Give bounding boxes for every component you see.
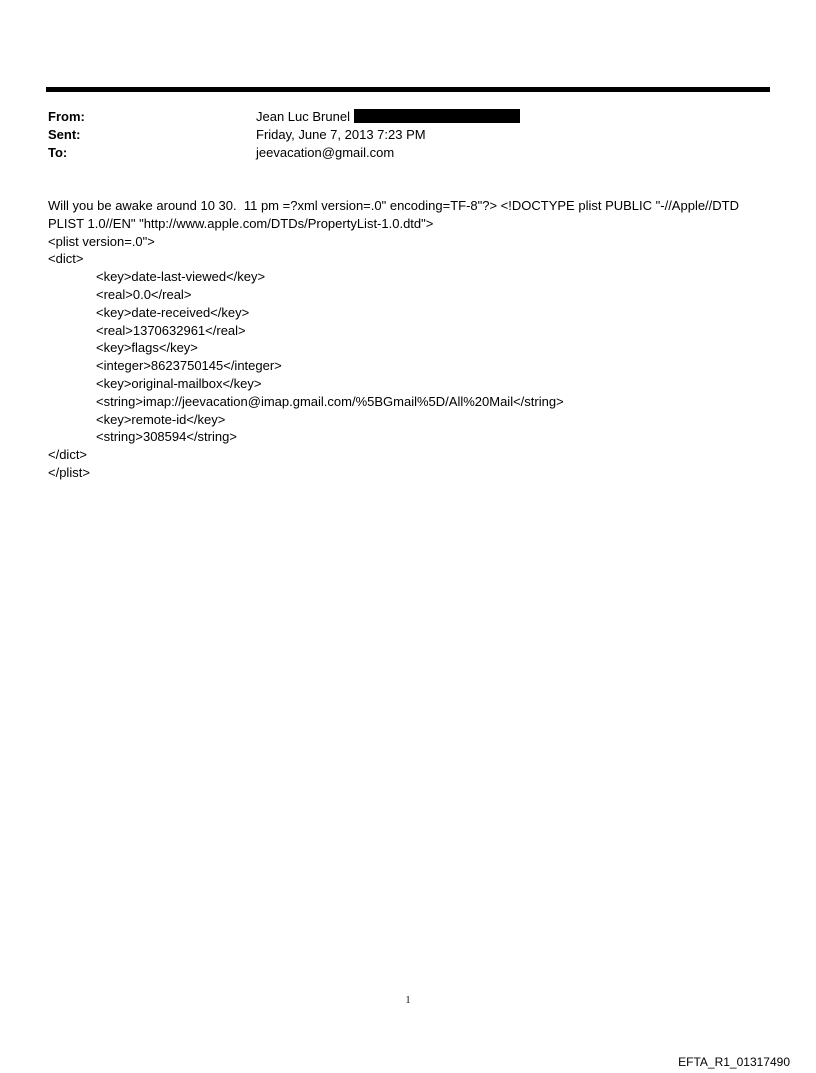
email-body — [48, 197, 768, 482]
body-line: </plist> — [48, 464, 90, 480]
body-line: <integer>8623750145</integer> — [96, 358, 282, 374]
body-line: <string>308594</string> — [96, 429, 237, 445]
redaction-block — [354, 109, 520, 123]
sent-label: Sent: — [48, 127, 81, 142]
body-line: <string>imap://jeevacation@imap.gmail.com/%5BGmail%5D/All%20Mail</string> — [96, 393, 564, 409]
bates-number: EFTA_R1_01317490 — [678, 1055, 790, 1069]
to-label: To: — [48, 145, 68, 160]
from-label: From: — [48, 109, 85, 124]
body-line: <dict> — [48, 251, 84, 267]
header-rule — [46, 87, 770, 92]
sent-row — [48, 126, 748, 144]
from-row — [48, 108, 748, 126]
body-line: <plist version=.0"> — [48, 233, 155, 249]
body-line: <key>remote-id</key> — [96, 411, 226, 427]
body-line: </dict> — [48, 447, 88, 463]
from-value — [256, 108, 520, 126]
body-line: <key>original-mailbox</key> — [96, 375, 262, 391]
body-line: <real>0.0</real> — [96, 286, 192, 302]
body-line: <key>date-received</key> — [96, 304, 250, 320]
page-number: 1 — [405, 995, 411, 1006]
body-line: Will you be awake around 10 30. 11 pm =?xml version=.0" encoding=TF-8"?> <!DOCTYPE plist PUBLIC "-//Apple//DTD — [48, 198, 739, 213]
sender-name: Jean Luc Brunel — [256, 109, 350, 124]
to-row — [48, 144, 748, 162]
body-line: <key>flags</key> — [96, 340, 198, 356]
body-line: <real>1370632961</real> — [96, 322, 246, 338]
body-line: PLIST 1.0//EN" "http://www.apple.com/DTDs/PropertyList-1.0.dtd"> — [48, 215, 434, 231]
sent-value: Friday, June 7, 2013 7:23 PM — [256, 127, 426, 142]
to-value: jeevacation@gmail.com — [256, 145, 395, 160]
body-line: <key>date-last-viewed</key> — [96, 269, 266, 285]
